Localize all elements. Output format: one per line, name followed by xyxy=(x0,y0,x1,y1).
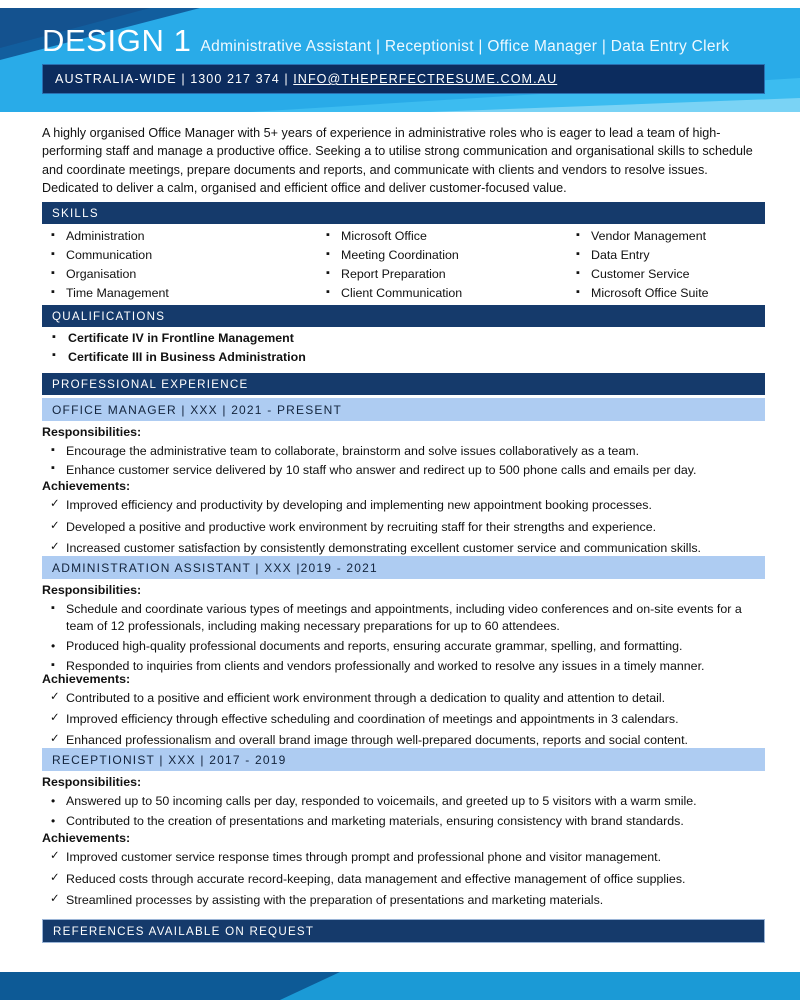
qualifications-list xyxy=(42,330,765,367)
responsibilities-label-3: Responsibilities: xyxy=(42,775,142,789)
responsibility-item: • Answered up to 50 incoming calls per day, responded to voicemails, and greeted up to 5 visitors with a warm smile. xyxy=(42,793,765,810)
section-header-qualifications xyxy=(42,305,765,327)
contact-separator-2: | xyxy=(279,72,294,86)
section-header-skills xyxy=(42,202,765,224)
skill-item: ▪ Microsoft Office Suite xyxy=(567,284,765,302)
skill-item: ▪ Client Communication xyxy=(317,284,567,302)
achievement-item: ✓ Reduced costs through accurate record-keeping, data management and effective management of office supplies. xyxy=(42,871,765,888)
skill-item: ▪ Data Entry xyxy=(567,246,765,264)
skill-item: ▪ Report Preparation xyxy=(317,265,567,283)
achievement-item: ✓ Contributed to a positive and efficient work environment through a dedication to quality and attention to detail. xyxy=(42,690,765,707)
section-header-references xyxy=(42,919,765,943)
header-title-line xyxy=(42,25,729,56)
skill-item: ▪ Communication xyxy=(42,246,317,264)
achievements-label-3: Achievements: xyxy=(42,831,131,845)
responsibilities-label-2: Responsibilities: xyxy=(42,583,142,597)
skill-item: ▪ Microsoft Office xyxy=(317,227,567,245)
responsibilities-list-2 xyxy=(42,601,765,677)
job-heading-bar-3 xyxy=(42,748,765,771)
achievement-item: ✓ Streamlined processes by assisting with the preparation of presentations and marketing materials. xyxy=(42,892,765,909)
skill-item: ▪ Meeting Coordination xyxy=(317,246,567,264)
responsibility-item: ▪ Schedule and coordinate various types of meetings and appointments, including video conferences and on-site events for a team of 12 professionals, including making necessary preparations for up to 60 attendees. xyxy=(42,601,765,635)
contact-email-link[interactable]: INFO@THEPERFECTRESUME.COM.AU xyxy=(293,72,558,86)
achievement-item: ✓ Increased customer satisfaction by consistently demonstrating excellent customer service and communication skills. xyxy=(42,540,765,557)
job-title-2: ADMINISTRATION ASSISTANT | XXX |2019 - 2021 xyxy=(52,560,378,575)
section-title-professional-experience: PROFESSIONAL EXPERIENCE xyxy=(52,377,249,391)
responsibility-item: ▪ Enhance customer service delivered by 10 staff who answer and redirect up to 500 phone calls and emails per day. xyxy=(42,462,765,479)
achievement-item: ✓ Enhanced professionalism and overall brand image through well-prepared documents, reports and social content. xyxy=(42,732,765,749)
professional-summary: A highly organised Office Manager with 5+ years of experience in administrative roles who is eager to lead a team of high-performing staff and manage a productive office. Seeking a to utilise strong communication and organisational skills to schedule and coordinate meetings, prepare documents and reports, and communicate with clients and vendors to resolve issues. Dedicated to deliver a calm, organised and efficient office and deliver customer-focused value. xyxy=(42,126,753,196)
skill-item: ▪ Customer Service xyxy=(567,265,765,283)
qualification-item: ▪ Certificate IV in Frontline Management xyxy=(42,330,765,347)
responsibility-item: ▪ Encourage the administrative team to collaborate, brainstorm and solve issues collaboratively as a team. xyxy=(42,443,765,460)
responsibility-item: • Contributed to the creation of presentations and marketing materials, ensuring consistency with brand standards. xyxy=(42,813,765,830)
footer-strip xyxy=(0,972,800,1000)
contact-details xyxy=(43,72,557,86)
skill-item: ▪ Vendor Management xyxy=(567,227,765,245)
job-roles-subtitle: Administrative Assistant | Receptionist | Office Manager | Data Entry Clerk xyxy=(200,38,730,55)
section-header-professional-experience xyxy=(42,373,765,395)
contact-phone[interactable]: 1300 217 374 xyxy=(190,72,280,86)
achievements-label-2: Achievements: xyxy=(42,672,131,686)
design-title: DESIGN 1 xyxy=(42,23,192,58)
responsibility-item: ▪ Responded to inquiries from clients and vendors professionally and worked to resolve any issues in a timely manner. xyxy=(42,658,765,675)
contact-separator-1: | xyxy=(176,72,191,86)
skill-item: ▪ Time Management xyxy=(42,284,317,302)
contact-location: AUSTRALIA-WIDE xyxy=(55,72,177,86)
section-title-skills: SKILLS xyxy=(52,206,99,220)
responsibilities-list-1 xyxy=(42,443,765,480)
job-heading-bar-2 xyxy=(42,556,765,579)
job-heading-bar-1 xyxy=(42,398,765,421)
skill-item: ▪ Administration xyxy=(42,227,317,245)
achievement-item: ✓ Improved customer service response times through prompt and professional phone and visitor management. xyxy=(42,849,765,866)
responsibilities-list-3 xyxy=(42,793,765,832)
section-title-qualifications: QUALIFICATIONS xyxy=(52,309,166,323)
achievements-label-1: Achievements: xyxy=(42,479,131,493)
job-title-3: RECEPTIONIST | XXX | 2017 - 2019 xyxy=(52,752,287,767)
achievement-item: ✓ Improved efficiency and productivity by developing and implementing new appointment booking processes. xyxy=(42,497,765,514)
achievement-item: ✓ Improved efficiency through effective scheduling and coordination of meetings and appointments in 3 calendars. xyxy=(42,711,765,728)
resume-header xyxy=(0,8,800,112)
achievement-item: ✓ Developed a positive and productive work environment by recruiting staff for their strengths and experience. xyxy=(42,519,765,536)
skill-item: ▪ Organisation xyxy=(42,265,317,283)
job-title-1: OFFICE MANAGER | XXX | 2021 - PRESENT xyxy=(52,402,343,417)
qualification-item: ▪ Certificate III in Business Administration xyxy=(42,349,765,366)
section-title-references: REFERENCES AVAILABLE ON REQUEST xyxy=(53,924,315,938)
responsibility-item: • Produced high-quality professional documents and reports, ensuring accurate grammar, spelling, and formatting. xyxy=(42,638,765,655)
contact-bar xyxy=(42,64,765,94)
achievements-list-3 xyxy=(42,849,765,911)
achievements-list-2 xyxy=(42,690,765,751)
responsibilities-label-1: Responsibilities: xyxy=(42,425,142,439)
skills-list xyxy=(42,227,765,303)
footer-dark-wedge-decoration xyxy=(0,972,680,1000)
achievements-list-1 xyxy=(42,497,765,559)
